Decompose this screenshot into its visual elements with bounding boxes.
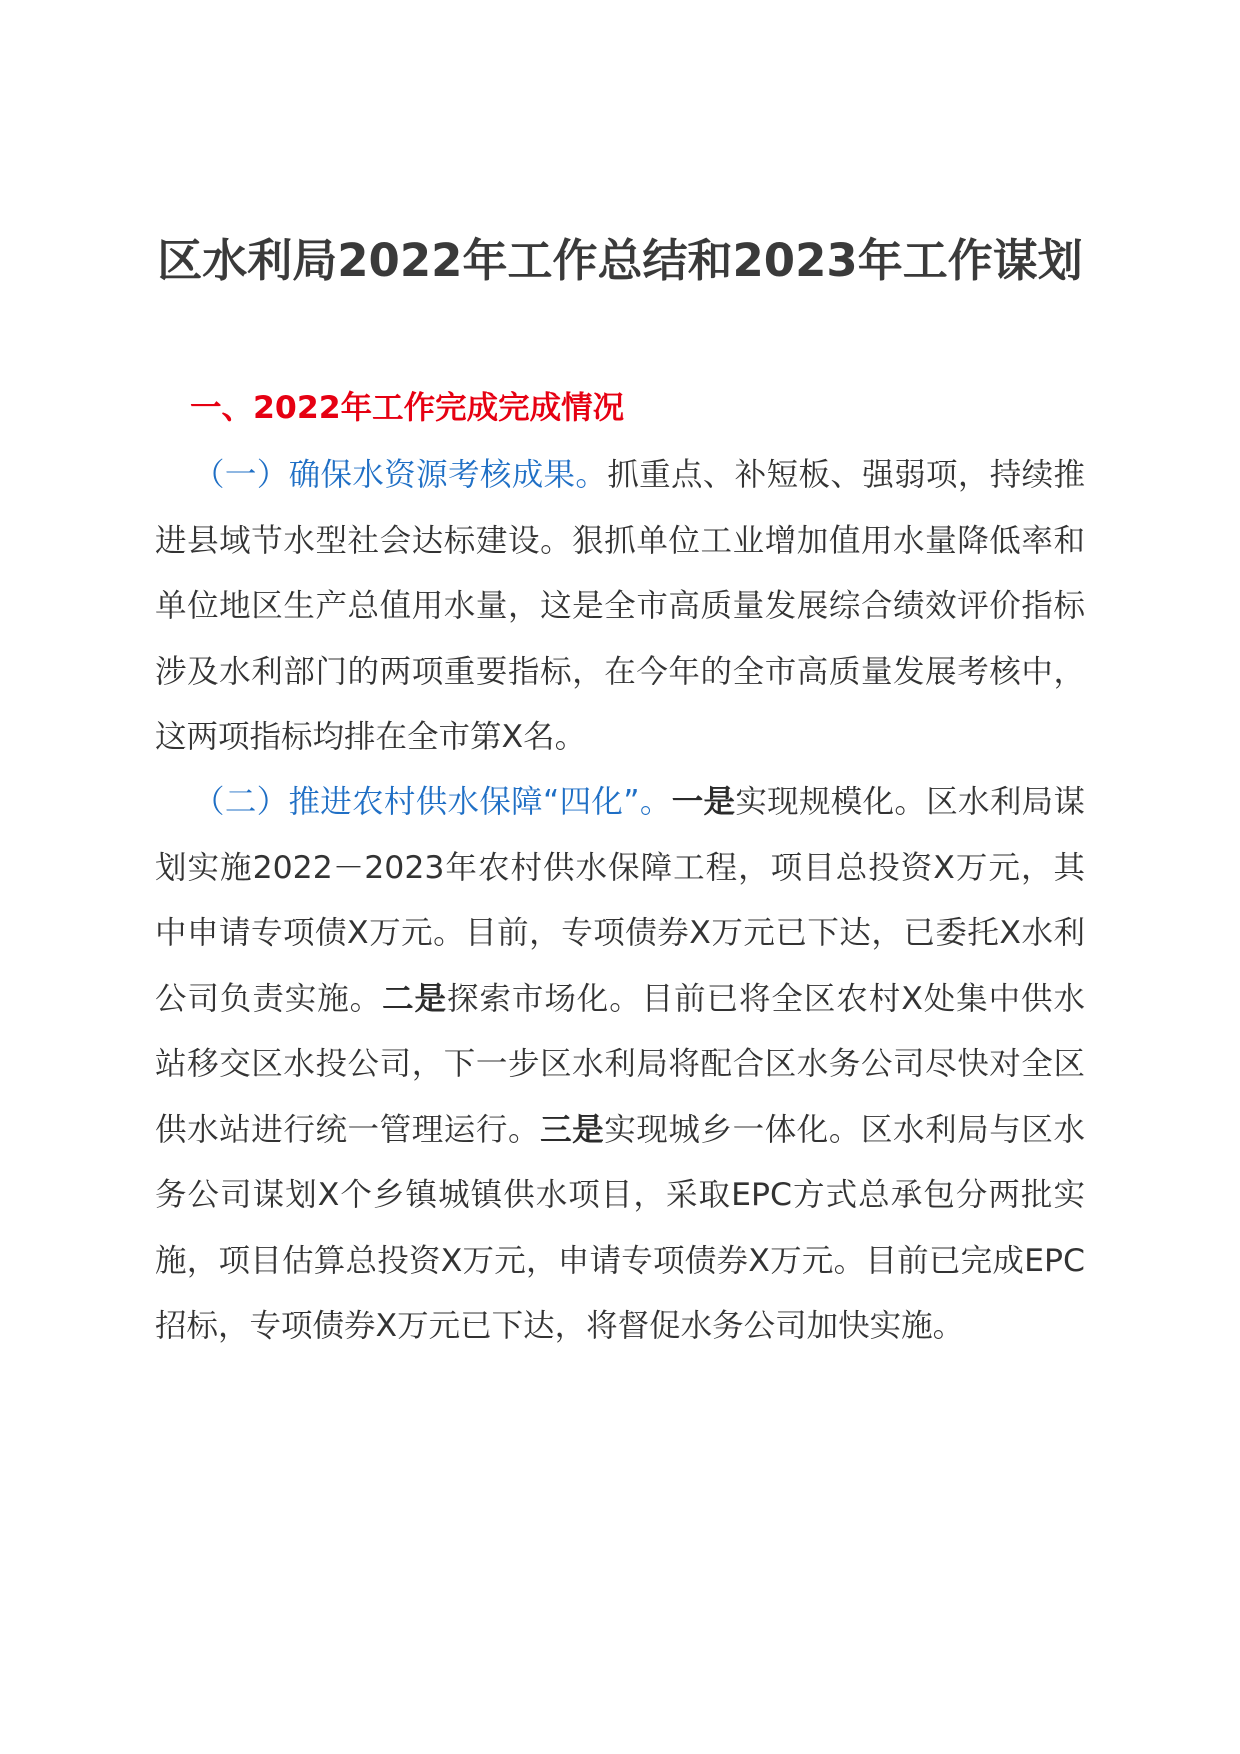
keyword-second: 二是 (382, 980, 447, 1017)
paragraph-water-resources (155, 443, 1085, 771)
paragraph-rural-water-supply (155, 770, 1085, 1360)
keyword-first: 一是 (671, 784, 736, 820)
paragraph-text-second: 探索市场化。目前已将全区农村X处集中供水站移交区水投公司，下一步区水利局将配合区水务公司尽快对全区供水站进行统一管理运行。 (155, 980, 1085, 1148)
keyword-third: 三是 (540, 1111, 605, 1148)
paragraph-text-first: 实现规模化。区水利局谋划实施2022－2023年农村供水保障工程，项目总投资X万元，其中申请专项债X万元。目前，专项债券X万元已下达，已委托X水利公司负责实施。 (155, 784, 1085, 1017)
paragraph-text: 抓重点、补短板、强弱项，持续推进县域节水型社会达标建设。狠抓单位工业增加值用水量降低率和单位地区生产总值用水量，这是全市高质量发展综合绩效评价指标涉及水利部门的两项重要指标，在今年的全市高质量发展考核中，这两项指标均排在全市第X名。 (155, 457, 1085, 755)
subheading-rural-water-supply: （二）推进农村供水保障“四化”。 (193, 784, 672, 820)
paragraph-text-third: 实现城乡一体化。区水利局与区水务公司谋划X个乡镇城镇供水项目，采取EPC方式总承包分两批实施，项目估算总投资X万元，申请专项债券X万元。目前已完成EPC招标，专项债券X万元已下达，将督促水务公司加快实施。 (155, 1111, 1085, 1344)
document-title: 区水利局2022年工作总结和2023年工作谋划 (157, 234, 1083, 287)
section-heading: 一、2022年工作完成完成情况 (190, 390, 625, 426)
subheading-water-resources: （一）确保水资源考核成果。 (193, 457, 608, 493)
